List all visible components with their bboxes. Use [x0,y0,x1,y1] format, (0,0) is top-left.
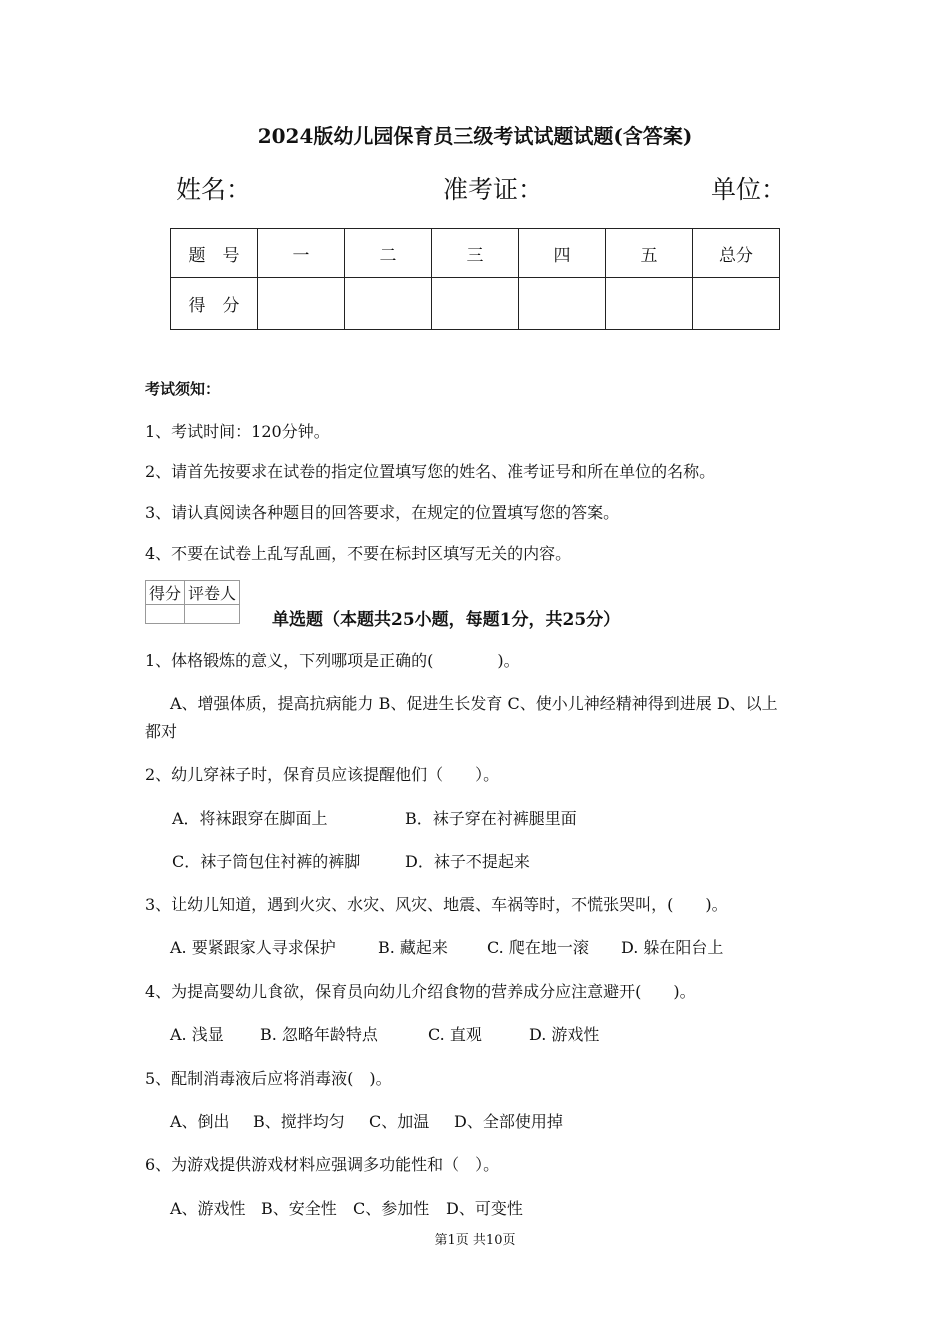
score-header-cell: 总分 [693,229,780,278]
score-header-cell: 三 [432,229,519,278]
score-cell [258,278,345,330]
grader-box [145,580,240,624]
score-table-header-row [171,229,780,278]
question-option: D. 游戏性 [529,1025,600,1044]
score-header-cell: 四 [519,229,606,278]
question-options: A、增强体质，提高抗病能力 B、促进生长发育 C、使小儿神经精神得到进展 D、以上 [170,694,778,713]
name-field-label: 姓名： [176,175,252,204]
notice-item: 3、请认真阅读各种题目的回答要求，在规定的位置填写您的答案。 [145,503,620,522]
score-header-cell: 二 [345,229,432,278]
question-stem: 1、体格锻炼的意义，下列哪项是正确的( )。 [145,651,520,670]
score-header-cell: 题 号 [171,229,258,278]
score-cell [345,278,432,330]
section-title: 单选题（本题共25小题，每题1分，共25分） [272,610,621,630]
question-option: A．将袜跟穿在脚面上 [172,809,328,828]
question-option: A. 要紧跟家人寻求保护 [170,938,336,957]
score-cell [606,278,693,330]
grader-name-cell [185,605,240,624]
score-table [170,228,780,330]
score-cell [519,278,606,330]
question-option: D. 躲在阳台上 [621,938,724,957]
question-stem: 5、配制消毒液后应将消毒液( )。 [145,1069,392,1088]
question-option: C. 直观 [428,1025,482,1044]
question-option: B. 藏起来 [378,938,448,957]
question-option: A. 浅显 [170,1025,224,1044]
score-cell [693,278,780,330]
score-row-label: 得 分 [171,278,258,330]
notice-item: 4、不要在试卷上乱写乱画，不要在标封区填写无关的内容。 [145,544,572,563]
question-option: B. 忽略年龄特点 [260,1025,378,1044]
question-option: D、可变性 [446,1199,523,1218]
score-header-cell: 一 [258,229,345,278]
question-option: C．袜子筒包住衬裤的裤脚 [172,852,361,871]
question-option: D、全部使用掉 [454,1112,563,1131]
question-options: 都对 [145,722,178,741]
question-option: B、搅拌均匀 [253,1112,345,1131]
question-option: A、倒出 [170,1112,230,1131]
unit-field-label: 单位： [711,175,787,204]
document-title: 2024版幼儿园保育员三级考试试题试题(含答案) [257,124,693,148]
question-option: C、参加性 [353,1199,430,1218]
notice-item: 2、请首先按要求在试卷的指定位置填写您的姓名、准考证号和所在单位的名称。 [145,462,716,481]
question-stem: 2、幼儿穿袜子时，保育员应该提醒他们（ ）。 [145,765,500,784]
question-stem: 4、为提高婴幼儿食欲，保育员向幼儿介绍食物的营养成分应注意避开( )。 [145,982,696,1001]
score-table-score-row [171,278,780,330]
notice-item: 1、考试时间：120分钟。 [145,422,330,441]
exam-id-field-label: 准考证： [443,175,544,204]
question-option: A、游戏性 [170,1199,246,1218]
question-option: C、加温 [369,1112,430,1131]
question-option: D．袜子不提起来 [405,852,530,871]
notice-heading: 考试须知： [145,380,221,398]
question-option: B．袜子穿在衬裤腿里面 [405,809,577,828]
grader-score-cell [146,605,185,624]
grader-score-label: 得分 [146,581,185,605]
grader-name-label: 评卷人 [185,581,240,605]
question-stem: 6、为游戏提供游戏材料应强调多功能性和（ ）。 [145,1155,500,1174]
score-cell [432,278,519,330]
score-header-cell: 五 [606,229,693,278]
question-option: C. 爬在地一滚 [487,938,589,957]
question-option: B、安全性 [261,1199,337,1218]
question-stem: 3、让幼儿知道，遇到火灾、水灾、风灾、地震、车祸等时，不慌张哭叫，( )。 [145,895,728,914]
page-footer: 第1页 共10页 [434,1233,516,1248]
